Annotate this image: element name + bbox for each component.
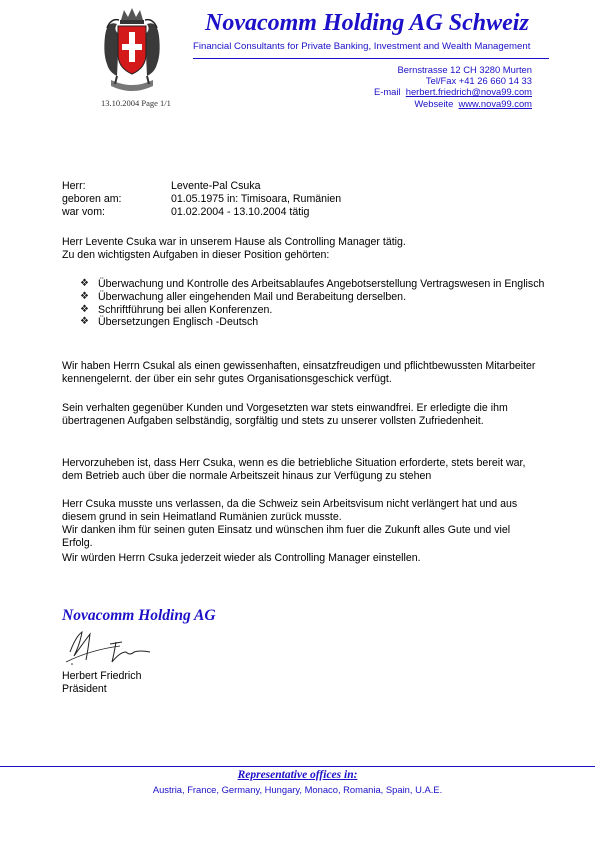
diamond-bullet-icon: ❖ <box>80 278 89 289</box>
paragraph-rehire: Wir würden Herrn Csuka jederzeit wieder als Controlling Manager einstellen. <box>62 552 421 564</box>
email-line <box>374 86 532 97</box>
website-label: Webseite <box>414 97 454 109</box>
paragraph-assessment: Wir haben Herrn Csukal als einen gewissenhaften, einsatzfreudigen und pflichtbewussten Mitarbeiter kennengelernt. der über ein sehr gutes Organisationsgeschick verfügt. <box>62 360 536 385</box>
detail-label: geboren am: <box>62 192 122 205</box>
paragraph-thanks: Wir danken ihm für seinen guten Einsatz und wünschen ihm fuer die Zukunft alles Gute und viel Erfolg. <box>62 524 511 549</box>
diamond-bullet-icon: ❖ <box>80 303 89 315</box>
detail-label: Herr: <box>62 180 86 192</box>
list-item <box>80 291 560 304</box>
list-item-text: Übersetzungen Englisch -Deutsch <box>98 316 259 329</box>
diamond-bullet-icon: ❖ <box>80 316 89 328</box>
signer-title: Präsident <box>62 682 107 695</box>
list-item-text: Schriftführung bei allen Konferenzen. <box>98 303 273 316</box>
contact-block <box>374 64 532 109</box>
intro-line: Zu den wichtigsten Aufgaben in dieser Position gehörten: <box>62 248 330 261</box>
list-item-text: Überwachung aller eingehenden Mail und Berabeitung derselben. <box>98 290 407 303</box>
task-list <box>80 278 560 329</box>
handwritten-signature <box>60 622 160 670</box>
signer-name: Herbert Friedrich <box>62 670 142 682</box>
email-link[interactable]: herbert.friedrich@nova99.com <box>405 86 532 98</box>
address: Bernstrasse 12 CH 3280 Murten <box>397 64 532 75</box>
list-item-text: Überwachung und Kontrolle des Arbeitsablaufes Angebotserstellung Vertragswesen in Englisch <box>98 278 545 290</box>
website-link[interactable]: www.nova99.com <box>458 97 532 109</box>
signer-block <box>62 670 141 696</box>
coat-of-arms-logo <box>103 6 161 98</box>
detail-value: 01.05.1975 in: Timisoara, Rumänien <box>171 192 342 205</box>
footer-divider <box>0 766 595 767</box>
detail-row <box>62 180 341 193</box>
company-name: Novacomm Holding AG Schweiz <box>205 10 529 36</box>
footer-title: Representative offices in: <box>237 769 358 781</box>
website-line <box>374 98 532 109</box>
email-label: E-mail <box>373 86 401 98</box>
detail-row <box>62 193 341 206</box>
detail-value: 01.02.2004 - 13.10.2004 tätig <box>171 205 310 218</box>
paragraph-departure: Herr Csuka musste uns verlassen, da die Schweiz sein Arbeitsvisum nicht verlängert hat und aus diesem grund in sein Heimatland Rumänien zurück musste. <box>62 498 518 523</box>
footer-offices: Austria, France, Germany, Hungary, Monaco, Romania, Spain, U.A.E. <box>152 784 443 795</box>
list-item <box>80 316 560 329</box>
detail-row <box>62 206 341 219</box>
header-divider <box>193 58 549 59</box>
tel-fax: Tel/Fax +41 26 660 14 33 <box>425 75 532 87</box>
intro-paragraph <box>62 236 542 262</box>
diamond-bullet-icon: ❖ <box>80 290 89 302</box>
paragraph-conduct: Sein verhalten gegenüber Kunden und Vorgesetzten war stets einwandfrei. Er erledigte die ihm übertragenen Aufgaben selbständig, sorgfältig und stets zu unserer vollsten Zufriedenheit. <box>62 402 508 427</box>
list-item <box>80 304 560 317</box>
employee-details <box>62 180 341 218</box>
paragraph-overtime: Hervorzuheben ist, dass Herr Csuka, wenn es die betriebliche Situation erforderte, stets bereit war, dem Betrieb auch über die normale Arbeitszeit hinaus zur Verfügung zu stehen <box>62 457 526 482</box>
intro-line: Herr Levente Csuka war in unserem Hause als Controlling Manager tätig. <box>62 236 406 248</box>
detail-label: war vom: <box>62 205 105 218</box>
detail-value: Levente-Pal Csuka <box>171 180 261 192</box>
signature-company: Novacomm Holding AG <box>62 607 216 624</box>
date-page-stamp: 13.10.2004 Page 1/1 <box>101 98 171 108</box>
company-tagline: Financial Consultants for Private Banking, Investment and Wealth Management <box>193 41 531 52</box>
list-item <box>80 278 560 291</box>
